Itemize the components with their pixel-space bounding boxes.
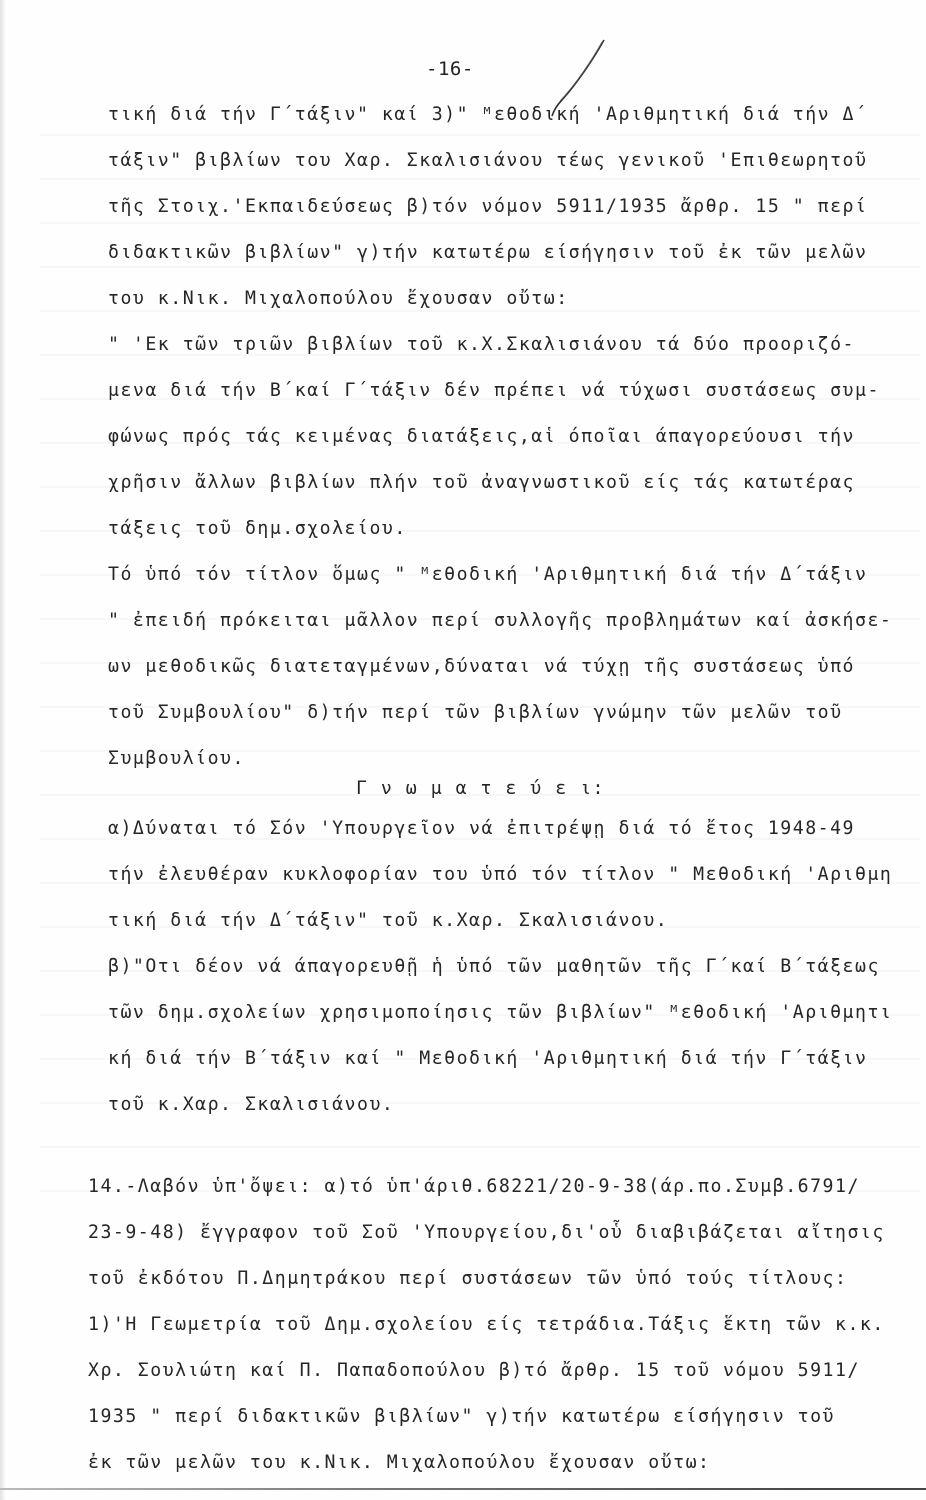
text-line-22: κή διά τήν Β΄τάξιν καί " Μεθοδική 'Αριθμητική διά τήν Γ΄τάξιν	[108, 1048, 868, 1069]
text-line-21: τῶν δημ.σχολείων χρησιμοποίησις τῶν βιβλίων" ᴹεθοδική 'Αριθμητι	[108, 1002, 893, 1023]
text-line-3: τῆς Στοιχ.'Εκπαιδεύσεως β)τόν νόμον 5911/1935 ἄρθρ. 15 " περί	[108, 196, 868, 217]
text-line-6: " 'Εκ τῶν τριῶν βιβλίων τοῦ κ.Χ.Σκαλισιάνου τά δύο προοριζό-	[108, 334, 855, 355]
bleed-through-texture	[40, 100, 920, 1200]
text-line-26: τοῦ ἐκδότου Π.Δημητράκου περί συστάσεων τῶν ὑπό τούς τίτλους:	[88, 1268, 848, 1289]
text-line-11: Τό ὑπό τόν τίτλον ὅμως " ᴹεθοδική 'Αριθμητική διά τήν Δ΄τάξιν	[108, 564, 868, 585]
text-line-1: τική διά τήν Γ΄τάξιν" καί 3)" ᴹεθοδική 'Αριθμητική διά τήν Δ΄	[108, 104, 868, 125]
text-line-17: α)Δύναται τό Σόν 'Υπουργεῖον νά ἐπιτρέψῃ διά τό ἔτος 1948-49	[108, 818, 855, 839]
text-line-30: ἐκ τῶν μελῶν του κ.Νικ. Μιχαλοπούλου ἔχουσαν οὔτω:	[88, 1452, 711, 1473]
text-line-5: του κ.Νικ. Μιχαλοπούλου ἔχουσαν οὔτω:	[108, 288, 569, 309]
text-line-19: τική διά τήν Δ΄τάξιν" τοῦ κ.Χαρ. Σκαλισιάνου.	[108, 910, 669, 931]
text-line-23: τοῦ κ.Χαρ. Σκαλισιάνου.	[108, 1094, 395, 1115]
text-line-28: Χρ. Σουλιώτη καί Π. Παπαδοπούλου β)τό ἄρθρ. 15 τοῦ νόμου 5911/	[88, 1360, 860, 1381]
text-line-4: διδακτικῶν βιβλίων" γ)τήν κατωτέρω είσήγησιν τοῦ ἐκ τῶν μελῶν	[108, 242, 868, 263]
section-heading: Γ ν ω μ α τ ε ύ ε ι:	[356, 778, 605, 799]
text-line-27: 1)'Η Γεωμετρία τοῦ Δημ.σχολείου είς τετράδια.Τάξις ἕκτη τῶν κ.κ.	[88, 1314, 885, 1335]
scan-margin-shadow	[0, 0, 6, 1500]
text-line-24: 14.-Λαβόν ὑπ'ὄψει: α)τό ὑπ'άριθ.68221/20-9-38(άρ.πο.Συμβ.6791/	[88, 1176, 860, 1197]
text-line-14: τοῦ Συμβουλίου" δ)τήν περί τῶν βιβλίων γνώμην τῶν μελῶν τοῦ	[108, 702, 843, 723]
text-line-18: τήν ἐλευθέραν κυκλοφορίαν του ὑπό τόν τίτλον " Μεθοδική 'Αριθμη	[108, 864, 893, 885]
text-line-10: τάξεις τοῦ δημ.σχολείου.	[108, 518, 407, 539]
text-line-13: ων μεθοδικῶς διατεταγμένων,δύναται νά τύχῃ τῆς συστάσεως ὑπό	[108, 656, 855, 677]
text-line-29: 1935 " περί διδακτικῶν βιβλίων" γ)τήν κατωτέρω είσήγησιν τοῦ	[88, 1406, 835, 1427]
text-line-25: 23-9-48) ἔγγραφον τοῦ Σοῦ 'Υπουργείου,δι'οὗ διαβιβάζεται αἴτησις	[88, 1222, 885, 1243]
text-line-8: φώνως πρός τάς κειμένας διατάξεις,αἱ όποῖαι άπαγορεύουσι τήν	[108, 426, 855, 447]
text-line-7: μενα διά τήν Β΄καί Γ΄τάξιν δέν πρέπει νά τύχωσι συστάσεως συμ-	[108, 380, 880, 401]
page-number: -16-	[426, 58, 474, 80]
text-line-9: χρῆσιν ἄλλων βιβλίων πλήν τοῦ ἀναγνωστικοῦ είς τάς κατωτέρας	[108, 472, 855, 493]
text-line-2: τάξιν" βιβλίων του Χαρ. Σκαλισιάνου τέως γενικοῦ 'Επιθεωρητοῦ	[108, 150, 868, 171]
text-line-12: " ἐπειδή πρόκειται μᾶλλον περί συλλογῆς προβλημάτων καί ἀσκήσε-	[108, 610, 893, 631]
text-line-15: Συμβουλίου.	[108, 748, 245, 769]
page-bottom-edge	[0, 1488, 926, 1490]
text-line-20: β)"Οτι δέον νά άπαγορευθῇ ἡ ὑπό τῶν μαθητῶν τῆς Γ΄καί Β΄τάξεως	[108, 956, 880, 977]
